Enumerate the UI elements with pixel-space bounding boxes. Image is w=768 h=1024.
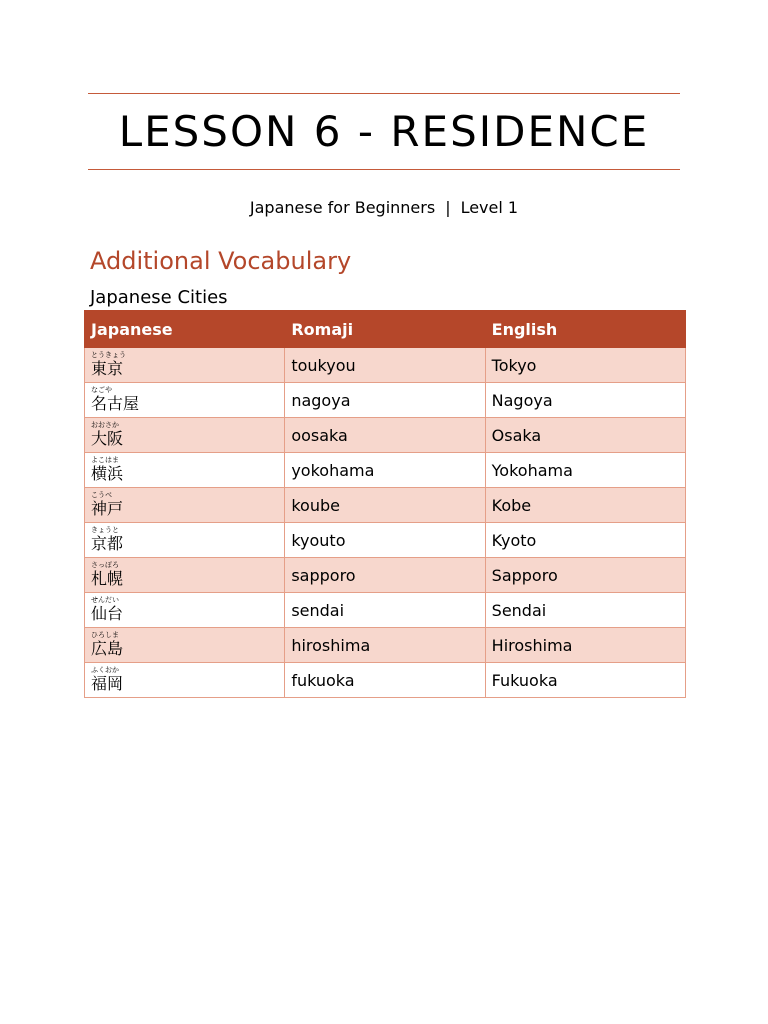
cell-japanese xyxy=(85,488,285,523)
cell-english: Osaka xyxy=(485,418,685,453)
table-row xyxy=(85,348,686,383)
title-bottom-rule xyxy=(88,169,680,170)
kanji-with-furigana xyxy=(91,632,123,658)
cell-japanese xyxy=(85,663,285,698)
kanji-with-furigana xyxy=(91,527,123,553)
furigana: ひろしま xyxy=(91,631,119,639)
cell-romaji: toukyou xyxy=(285,348,485,383)
kanji-with-furigana xyxy=(91,597,123,623)
cell-japanese xyxy=(85,628,285,663)
kanji-with-furigana xyxy=(91,492,123,518)
table-row xyxy=(85,523,686,558)
section-subheading: Japanese Cities xyxy=(90,287,228,308)
kanji-with-furigana xyxy=(91,351,126,378)
title-top-rule xyxy=(88,93,680,94)
section-heading: Additional Vocabulary xyxy=(90,247,352,275)
table-row xyxy=(85,418,686,453)
furigana: きょうと xyxy=(91,526,119,534)
cell-japanese xyxy=(85,593,285,628)
kanji-with-furigana xyxy=(91,667,123,693)
furigana: せんだい xyxy=(91,596,119,604)
furigana: おおさか xyxy=(91,421,119,429)
cell-romaji: oosaka xyxy=(285,418,485,453)
cell-english: Nagoya xyxy=(485,383,685,418)
kanji: 福岡 xyxy=(91,674,124,693)
cell-japanese xyxy=(85,453,285,488)
cell-english: Fukuoka xyxy=(485,663,685,698)
cell-english: Sendai xyxy=(485,593,685,628)
furigana: さっぽろ xyxy=(91,561,119,569)
cell-english: Tokyo xyxy=(485,348,685,383)
kanji: 神戸 xyxy=(91,499,124,518)
cell-japanese xyxy=(85,523,285,558)
cell-english: Sapporo xyxy=(485,558,685,593)
kanji: 広島 xyxy=(91,639,124,658)
column-header-romaji: Romaji xyxy=(285,311,485,348)
cell-romaji: sapporo xyxy=(285,558,485,593)
furigana: よこはま xyxy=(91,456,119,464)
cell-romaji: koube xyxy=(285,488,485,523)
table-row xyxy=(85,628,686,663)
kanji: 大阪 xyxy=(91,429,124,448)
kanji-with-furigana xyxy=(91,457,123,483)
kanji-with-furigana xyxy=(91,562,123,588)
cell-english: Yokohama xyxy=(485,453,685,488)
kanji: 札幌 xyxy=(91,569,124,588)
kanji: 名古屋 xyxy=(91,394,140,413)
cell-english: Kyoto xyxy=(485,523,685,558)
cell-romaji: nagoya xyxy=(285,383,485,418)
table-row xyxy=(85,383,686,418)
cell-romaji: kyouto xyxy=(285,523,485,558)
furigana: ふくおか xyxy=(91,666,119,674)
furigana: こうべ xyxy=(91,491,112,499)
kanji: 仙台 xyxy=(91,604,124,623)
cell-japanese xyxy=(85,558,285,593)
column-header-japanese: Japanese xyxy=(85,311,285,348)
cell-english: Hiroshima xyxy=(485,628,685,663)
furigana: とうきょう xyxy=(91,351,126,359)
table-row xyxy=(85,488,686,523)
cell-romaji: yokohama xyxy=(285,453,485,488)
column-header-english: English xyxy=(485,311,685,348)
course-level: Level 1 xyxy=(460,198,519,217)
table-header-row xyxy=(85,311,686,348)
kanji: 京都 xyxy=(91,534,124,553)
table-row xyxy=(85,453,686,488)
kanji: 横浜 xyxy=(91,464,124,483)
cell-japanese xyxy=(85,418,285,453)
cell-english: Kobe xyxy=(485,488,685,523)
cell-japanese xyxy=(85,383,285,418)
cell-romaji: fukuoka xyxy=(285,663,485,698)
subtitle-separator: | xyxy=(445,198,451,217)
cell-romaji: sendai xyxy=(285,593,485,628)
kanji-with-furigana xyxy=(91,387,139,413)
cell-romaji: hiroshima xyxy=(285,628,485,663)
page-title: LESSON 6 - RESIDENCE xyxy=(118,107,650,156)
vocabulary-table xyxy=(84,310,686,698)
cell-japanese xyxy=(85,348,285,383)
course-name: Japanese for Beginners xyxy=(249,198,436,217)
furigana: なごや xyxy=(91,386,112,394)
table-row xyxy=(85,663,686,698)
table-row xyxy=(85,558,686,593)
kanji: 東京 xyxy=(91,359,124,378)
table-row xyxy=(85,593,686,628)
course-subtitle xyxy=(88,197,680,219)
kanji-with-furigana xyxy=(91,422,123,448)
